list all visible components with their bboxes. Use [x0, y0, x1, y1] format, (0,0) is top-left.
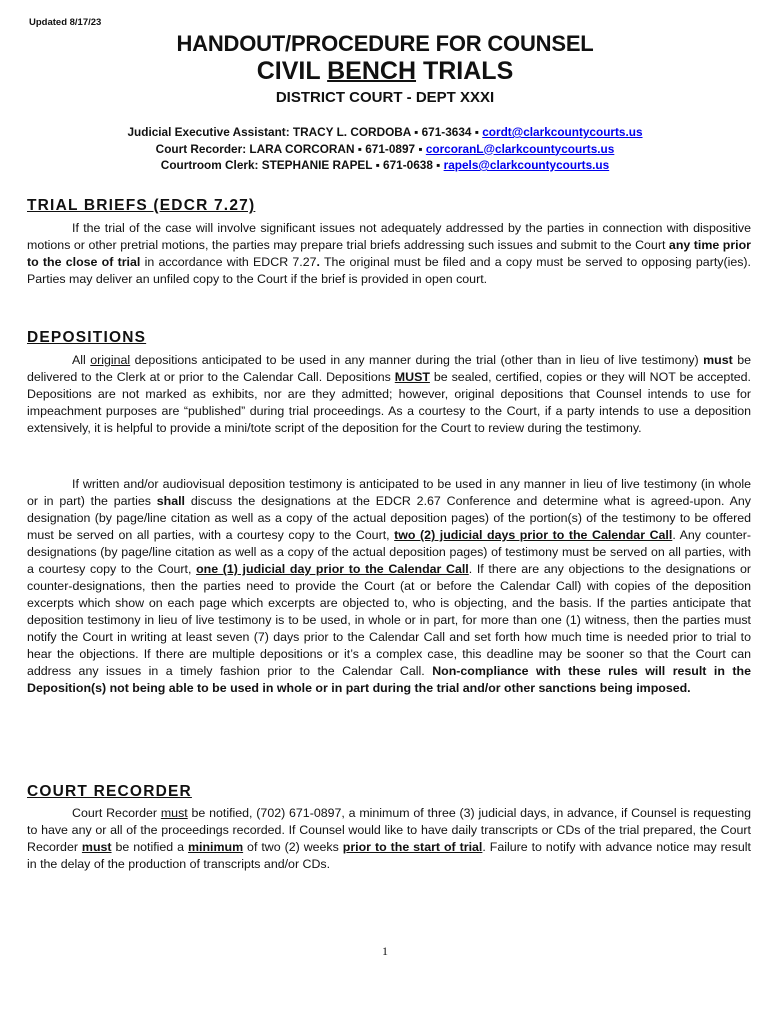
- depositions-paragraph-2: If written and/or audiovisual deposition testimony is anticipated to be used in any manner in lieu of live testimony (in whole or in part) the parties shall discuss the designations at the EDCR 2.67 Conference and determine what is agreed-upon. Any designation (by page/line citation as well as a copy of the actual deposition pages) of the portion(s) of the testimony to be offered must be served on all parties, with a courtesy copy to the Court, two (2) judicial days prior to the Calendar Call. Any counter-designations (by page/line citation as well as a copy of the actual deposition pages) of testimony must be served on all parties, with a courtesy copy to the Court, one (1) judicial day prior to the Calendar Call. If there are any objections to the designations or counter-designations, then the parties need to provide the Court (at or before the Calendar Call) with copies of the deposition excerpts which show on each page which excerpts are objected to, who is objecting, and the basis. If the parties anticipate that deposition testimony in lieu of live testimony is to be used, in whole or in part, for more than one (1) witness, then the parties must notify the Court in writing at least seven (7) days prior to the Calendar Call and set forth how much time is needed prior to trial to hear the objections. If there are multiple depositions or it’s a complex case, this deadline may be sooner so that the Court can address any issues in a timely fashion prior to the Calendar Call. Non-compliance with these rules will result in the Deposition(s) not being able to be used in whole or in part during the trial and/or other sanctions being imposed.: [27, 477, 752, 695]
- contact-line-recorder: Court Recorder: LARA CORCORAN ▪ 671-0897 ▪ corcoranL@clarkcountycourts.us: [155, 141, 615, 156]
- email-link[interactable]: rapels@clarkcountycourts.us: [443, 158, 610, 172]
- updated-date: Updated 8/17/23: [29, 17, 102, 28]
- contact-block: [0, 124, 770, 174]
- depositions-paragraph-1: All original depositions anticipated to be used in any manner during the trial (other than in lieu of live testimony) must be delivered to the Clerk at or prior to the Calendar Call. Depositions MUST be sealed, certified, copies or they will NOT be accepted. Depositions are not marked as exhibits, nor are they admitted; however, original depositions that Counsel intends to use for impeachment purposes are “published” during trial proceedings. As a courtesy to the Court, if a party intends to use a deposition extensively, it is helpful to provide a mini/tote script of the deposition for the Court to review during the testimony.: [27, 353, 751, 435]
- department-title: DISTRICT COURT - DEPT XXXI: [275, 89, 495, 106]
- email-link[interactable]: corcoranL@clarkcountycourts.us: [425, 141, 615, 156]
- page-number: 1: [382, 944, 388, 958]
- document-title: HANDOUT/PROCEDURE FOR COUNSEL: [176, 31, 594, 56]
- contact-line-clerk: Courtroom Clerk: STEPHANIE RAPEL ▪ 671-0638 ▪ rapels@clarkcountycourts.us: [160, 158, 610, 172]
- document-subtitle: CIVIL BENCH TRIALS: [256, 57, 514, 85]
- court-recorder-paragraph: Court Recorder must be notified, (702) 671-0897, a minimum of three (3) judicial days, in advance, if Counsel is requesting to have any or all of the proceedings recorded. If Counsel would like to have daily transcripts or CDs of the trial prepared, the Court Recorder must be notified a minimum of two (2) weeks prior to the start of trial. Failure to notify with advance notice may result in the delay of the production of transcripts and/or CDs.: [27, 806, 751, 871]
- trial-briefs-heading: TRIAL BRIEFS (EDCR 7.27): [27, 197, 256, 214]
- contact-line-jea: Judicial Executive Assistant: TRACY L. CORDOBA ▪ 671-3634 ▪ cordt@clarkcountycourts.us: [127, 125, 643, 139]
- court-recorder-heading: COURT RECORDER: [27, 783, 192, 800]
- depositions-heading: DEPOSITIONS: [27, 329, 147, 346]
- trial-briefs-paragraph: If the trial of the case will involve significant issues not adequately addressed by the parties in connection with dispositive motions or other pretrial motions, the parties may prepare trial briefs addressing such issues and submit to the Court any time prior to the close of trial in accordance with EDCR 7.27. The original must be filed and a copy must be served to opposing party(ies). Parties may deliver an unfiled copy to the Court if the brief is provided in open court.: [27, 221, 752, 286]
- email-link[interactable]: cordt@clarkcountycourts.us: [482, 125, 643, 139]
